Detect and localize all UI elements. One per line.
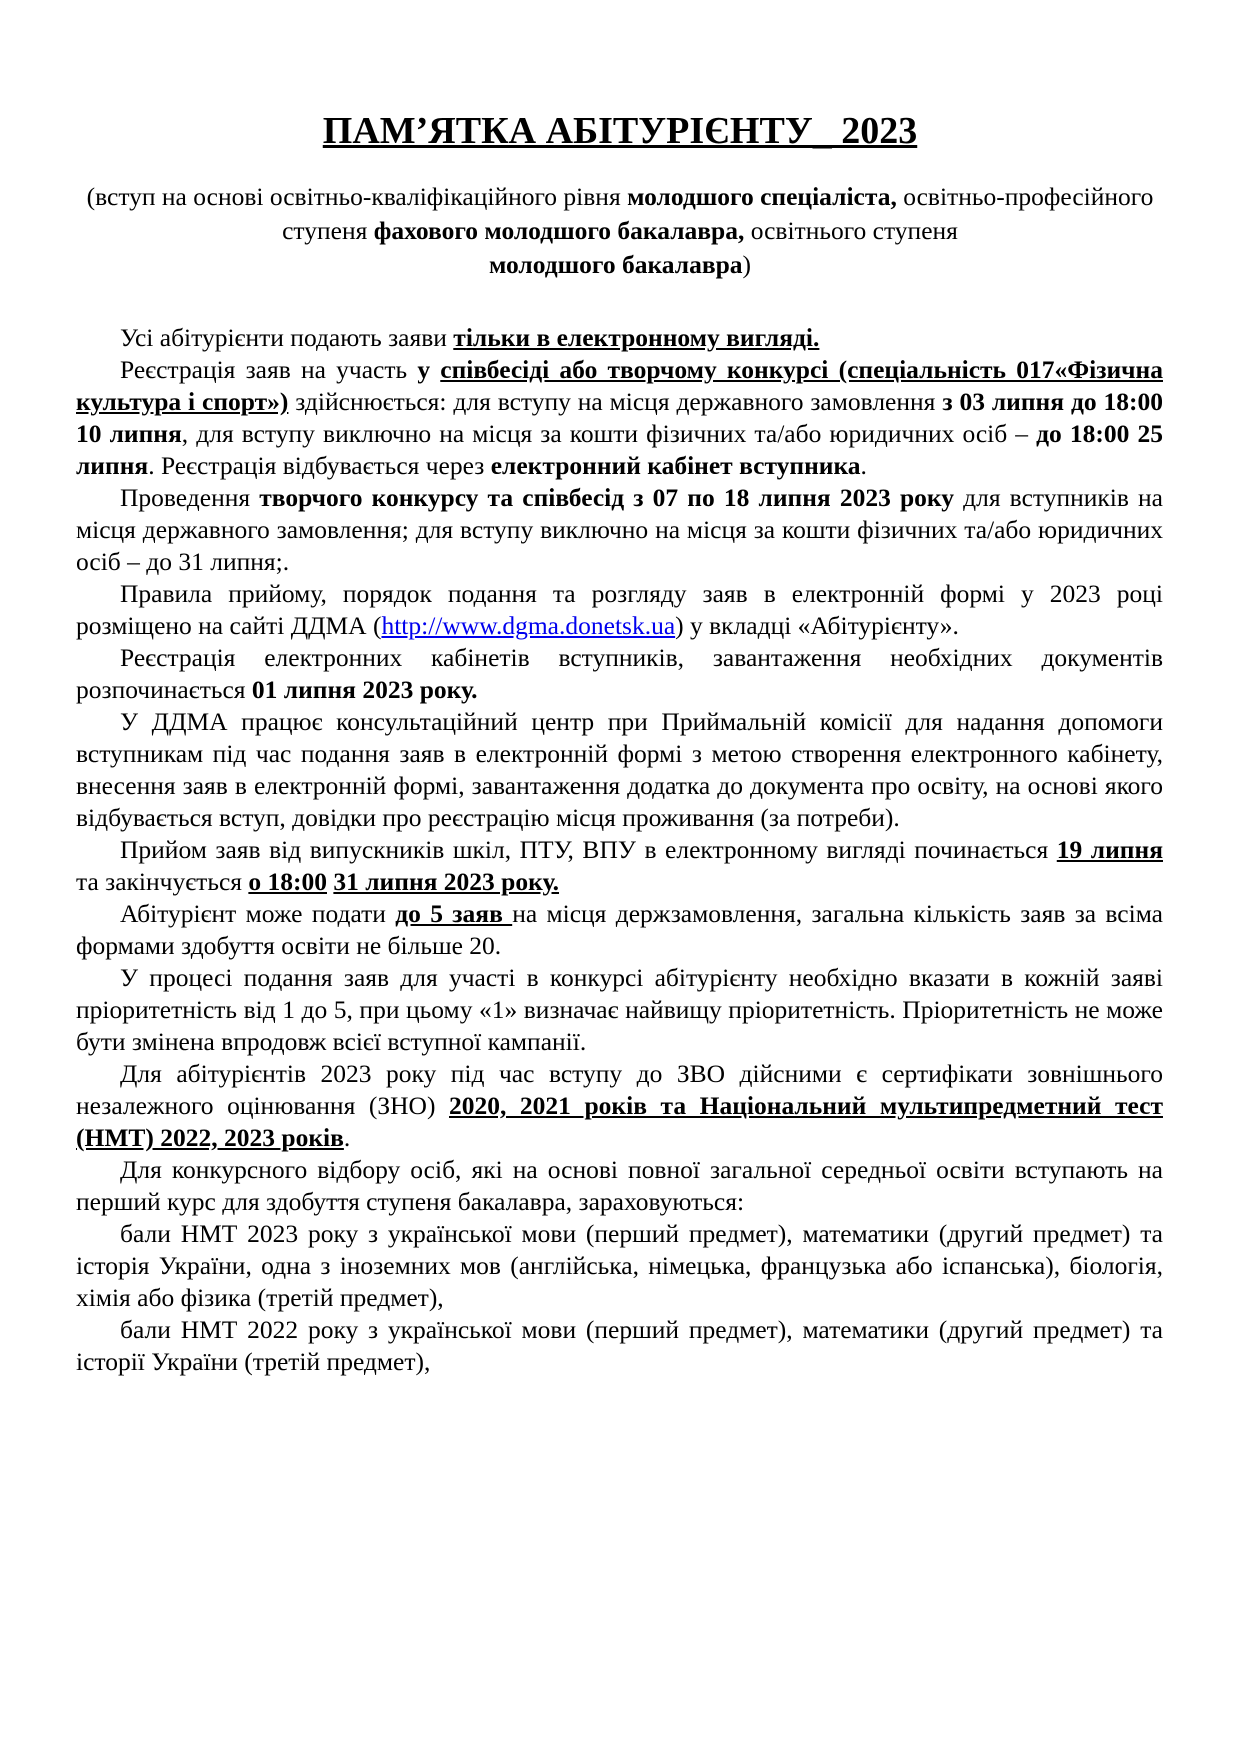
text-run: Усі абітурієнти подають заяви xyxy=(120,323,454,352)
emphasis-run: 19 липня xyxy=(1056,835,1163,864)
subtitle-text: освітньо-професійного ступеня xyxy=(282,182,1154,245)
subtitle-text: освітнього ступеня xyxy=(744,216,958,245)
paragraph-nmt-2023 xyxy=(76,1218,1163,1314)
paragraph-creative-contest xyxy=(76,482,1163,578)
paragraph-competitive-selection xyxy=(76,1154,1163,1218)
subtitle-bold: фахового молодшого бакалавра, xyxy=(373,216,745,245)
text-run: . xyxy=(343,1123,351,1152)
subtitle-bold: молодшого спеціаліста, xyxy=(627,182,897,211)
text-run: Реєстрація електронних кабінетів вступників, завантаження необхідних документів розпочинається xyxy=(76,643,1163,704)
text-run: Реєстрація заяв на участь xyxy=(120,355,418,384)
document-title: ПАМ’ЯТКА АБІТУРІЄНТУ_ 2023 xyxy=(322,110,918,152)
bold-run: у xyxy=(417,355,441,384)
text-run: ) у вкладці «Абітурієнту». xyxy=(675,611,959,640)
text-run: на місця держзамовлення, загальна кількість заяв за всіма формами здобуття освіти не більше 20. xyxy=(76,899,1163,960)
paragraph-cabinet-registration xyxy=(76,642,1163,706)
text-run: У процесі подання заяв для участі в конкурсі абітурієнту необхідно вказати в кожній заяві пріоритетність від 1 до 5, при цьому «1» визначає найвищу пріоритетність. Пріоритетність не може бути змінена впродовж всієї вступної кампанії. xyxy=(76,963,1163,1056)
paragraph-electronic-applications xyxy=(76,322,1163,354)
text-run: Для абітурієнтів 2023 року під час вступу до ЗВО дійсними є сертифікати зовнішнього незалежного оцінювання (ЗНО) xyxy=(76,1059,1163,1120)
paragraph-consulting-center xyxy=(76,706,1163,834)
paragraph-application-dates xyxy=(76,834,1163,898)
text-run: Прийом заяв від випускників шкіл, ПТУ, ВПУ в електронному вигляді починається xyxy=(120,835,1057,864)
paragraph-nmt-2022 xyxy=(76,1314,1163,1378)
text-run: Проведення xyxy=(120,483,260,512)
emphasis-run: тільки в електронному вигляді. xyxy=(453,323,820,352)
emphasis-run: 31 липня 2023 року. xyxy=(333,867,560,896)
paragraph-admission-rules xyxy=(76,578,1163,642)
bold-run: електронний кабінет вступника xyxy=(490,451,861,480)
paragraph-registration xyxy=(76,354,1163,482)
document-subtitle xyxy=(60,180,1180,282)
bold-run: до 18:00 25 липня xyxy=(76,419,1163,480)
subtitle-text: (вступ на основі освітньо-кваліфікаційного рівня xyxy=(86,182,628,211)
document-body xyxy=(76,322,1163,1378)
bold-run: творчого конкурсу та співбесід з 07 по 18 липня 2023 року xyxy=(259,483,954,512)
text-run: , для вступу виключно на місця за кошти фізичних та/або юридичних осіб – xyxy=(181,419,1037,448)
text-run: Для конкурсного відбору осіб, які на основі повної загальної середньої освіти вступають на перший курс для здобуття ступеня бакалавра, зараховуються: xyxy=(76,1155,1163,1216)
text-run: бали НМТ 2023 року з української мови (перший предмет), математики (другий предмет) та історія України, одна з іноземних мов (англійська, німецька, французька або іспанська), біологія, хімія або фізика (третій предмет), xyxy=(76,1219,1163,1312)
text-run: для вступників на місця державного замовлення; для вступу виключно на місця за кошти фізичних та/або юридичних осіб – до 31 липня;. xyxy=(76,483,1163,576)
subtitle-bold: молодшого бакалавра xyxy=(488,250,743,279)
paragraph-priority xyxy=(76,962,1163,1058)
text-run: Правила прийому, порядок подання та розгляду заяв в електронній формі у 2023 році розміщено на сайті ДДМА ( xyxy=(76,579,1163,640)
paragraph-certificates xyxy=(76,1058,1163,1154)
text-run: . Реєстрація відбувається через xyxy=(148,451,491,480)
text-run: та закінчується xyxy=(76,867,249,896)
text-run: Абітурієнт може подати xyxy=(120,899,396,928)
paragraph-application-limit xyxy=(76,898,1163,962)
website-link[interactable]: http://www.dgma.donetsk.ua xyxy=(381,611,676,640)
bold-run: 01 липня 2023 року. xyxy=(251,675,478,704)
emphasis-run: о 18:00 xyxy=(248,867,327,896)
emphasis-run: співбесіді або творчому конкурсі (спеціальність 017«Фізична культура і спорт») xyxy=(76,355,1163,416)
subtitle-text: ) xyxy=(742,250,752,279)
emphasis-run: 2020, 2021 років та Національний мультипредметний тест (НМТ) 2022, 2023 років xyxy=(76,1091,1163,1152)
text-run: бали НМТ 2022 року з української мови (перший предмет), математики (другий предмет) та історії України (третій предмет), xyxy=(76,1315,1163,1376)
text-run: У ДДМА працює консультаційний центр при Приймальній комісії для надання допомоги вступникам під час подання заяв в електронній формі з метою створення електронного кабінету, внесення заяв в електронній формі, завантаження додатка до документа про освіту, на основі якого відбувається вступ, довідки про реєстрацію місця проживання (за потреби). xyxy=(76,707,1163,832)
text-run: . xyxy=(860,451,867,480)
bold-run: з 03 липня до 18:00 10 липня xyxy=(76,387,1163,448)
text-run: здійснюється: для вступу на місця державного замовлення xyxy=(288,387,943,416)
emphasis-run: до 5 заяв xyxy=(395,899,513,928)
